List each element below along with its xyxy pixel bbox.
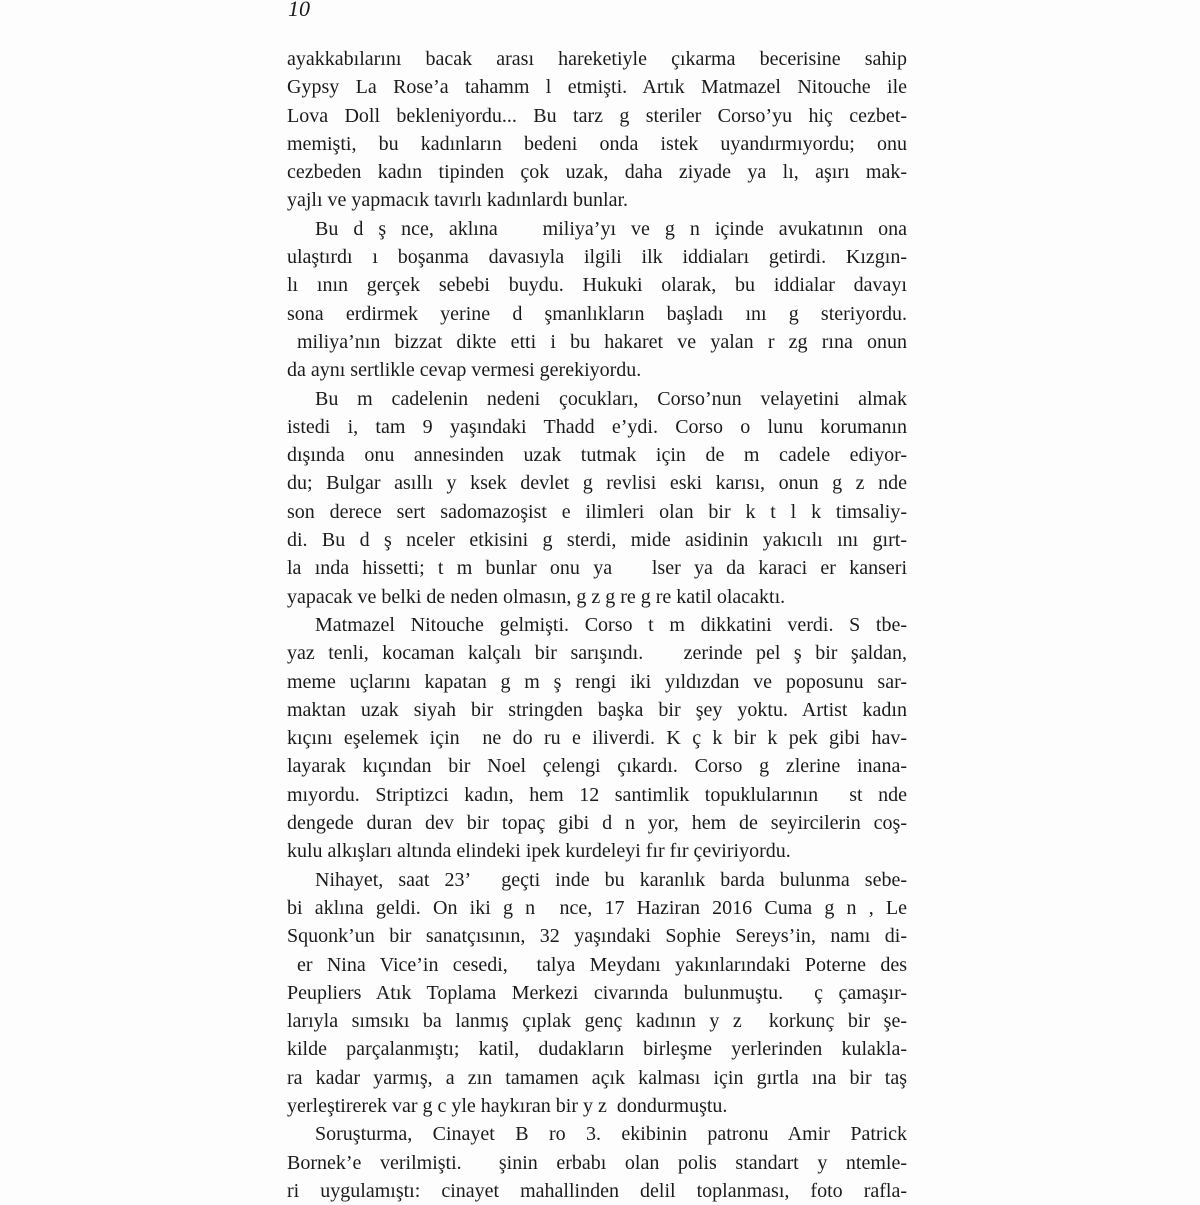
text-line: di. Bu d ş nceler etkisini g sterdi, mide asidinin yakıcılı ını gırt- bbox=[287, 529, 907, 552]
text-line: meme uçlarını kapatan g m ş rengi iki yıldızdan ve poposunu sar- bbox=[287, 670, 907, 693]
text-line: kulu alkışları altında elindeki ipek kurdeleyi fır fır çeviriyordu. bbox=[287, 840, 791, 863]
text-line: Bu d ş nce, aklına miliya’yı ve g n içinde avukatının ona bbox=[315, 217, 907, 240]
text-line: kıçını eşelemek için ne do ru e iliverdi. K ç k bir k pek gibi hav- bbox=[287, 727, 907, 750]
text-line: bi aklına geldi. On iki g n nce, 17 Haziran 2016 Cuma g n , Le bbox=[287, 896, 907, 919]
text-line: maktan uzak siyah bir stringden başka bir şey yoktu. Artist kadın bbox=[287, 698, 907, 721]
text-line: Lova Doll bekleniyordu... Bu tarz g steriler Corso’yu hiç cezbet- bbox=[287, 104, 907, 127]
text-line: dışında onu annesinden uzak tutmak için de m cadele ediyor- bbox=[287, 444, 907, 467]
text-line: la ında hissetti; t m bunlar onu ya lser ya da karaci er kanseri bbox=[287, 557, 907, 580]
text-line: Peupliers Atık Toplama Merkezi civarında bulunmuştu. ç çamaşır- bbox=[287, 981, 907, 1004]
text-line: Matmazel Nitouche gelmişti. Corso t m dikkatini verdi. S tbe- bbox=[315, 613, 907, 636]
page-text bbox=[287, 45, 907, 1205]
text-line: son derece sert sadomazoşist e ilimleri olan bir k t l k timsaliy- bbox=[287, 500, 907, 523]
text-line: ayakkabılarını bacak arası hareketiyle çıkarma becerisine sahip bbox=[287, 48, 907, 70]
text-line: da aynı sertlikle cevap vermesi gerekiyordu. bbox=[287, 359, 642, 382]
text-line: istedi i, tam 9 yaşındaki Thadd e’ydi. Corso o lunu korumanın bbox=[287, 415, 907, 438]
text-line: yerleştirerek var g c yle haykıran bir y z dondurmuştu. bbox=[287, 1094, 728, 1117]
text-line: Soruşturma, Cinayet B ro 3. ekibinin patronu Amir Patrick bbox=[315, 1123, 907, 1146]
text-line: yaz tenli, kocaman kalçalı bir sarışındı. zerinde pel ş bir şaldan, bbox=[287, 642, 907, 665]
text-line: layarak kıçından bir Noel çelengi çıkardı. Corso g zlerine inana- bbox=[287, 755, 907, 778]
text-line: dengede duran dev bir topaç gibi d n yor, hem de seyircilerin coş- bbox=[287, 812, 907, 835]
text-line: Bu m cadelenin nedeni çocukları, Corso’nun velayetini almak bbox=[315, 387, 907, 410]
text-line: ra kadar yarmış, a zın tamamen açık kalması için gırtla ına bir taş bbox=[287, 1066, 907, 1089]
text-line: Squonk’un bir sanatçısının, 32 yaşındaki Sophie Sereys’in, namı di- bbox=[287, 925, 907, 948]
text-line: yapacak ve belki de neden olmasın, g z g re g re katil olacaktı. bbox=[287, 585, 786, 608]
text-line: er Nina Vice’in cesedi, talya Meydanı yakınlarındaki Poterne des bbox=[297, 953, 907, 976]
text-line: yajlı ve yapmacık tavırlı kadınlardı bunlar. bbox=[287, 189, 629, 212]
text-line: du; Bulgar asıllı y ksek devlet g revlisi eski karısı, onun g z nde bbox=[287, 472, 907, 495]
text-line: Nihayet, saat 23’ geçti inde bu karanlık barda bulunma sebe- bbox=[315, 868, 907, 891]
text-line: ri uygulamıştı: cinayet mahallinden delil toplanması, foto rafla- bbox=[287, 1179, 907, 1202]
text-line: mıyordu. Striptizci kadın, hem 12 santimlik topuklularının st nde bbox=[287, 783, 907, 806]
text-line: memişti, bu kadınların bedeni onda istek uyandırmıyordu; onu bbox=[287, 132, 907, 155]
text-line: kilde parçalanmıştı; katil, dudakların birleşme yerlerinden kulakla- bbox=[287, 1038, 907, 1061]
text-line: ulaştırdı ı boşanma davasıyla ilgili ilk iddiaları getirdi. Kızgın- bbox=[287, 246, 907, 269]
text-line: cezbeden kadın tipinden çok uzak, daha ziyade ya lı, aşırı mak- bbox=[287, 161, 907, 184]
text-line: miliya’nın bizzat dikte etti i bu hakaret ve yalan r zg rına onun bbox=[297, 330, 907, 353]
page-number: 10 bbox=[288, 0, 310, 21]
text-line: lı ının gerçek sebebi buydu. Hukuki olarak, bu iddialar davayı bbox=[287, 274, 907, 297]
text-line: sona erdirmek yerine d şmanlıkların başladı ını g steriyordu. bbox=[287, 302, 907, 325]
text-line: Gypsy La Rose’a tahamm l etmişti. Artık Matmazel Nitouche ile bbox=[287, 76, 907, 99]
text-line: larıyla sımsıkı ba lanmış çıplak genç kadının y z korkunç bir şe- bbox=[287, 1010, 907, 1033]
text-line: Bornek’e verilmişti. şinin erbabı olan polis standart y ntemle- bbox=[287, 1151, 907, 1174]
